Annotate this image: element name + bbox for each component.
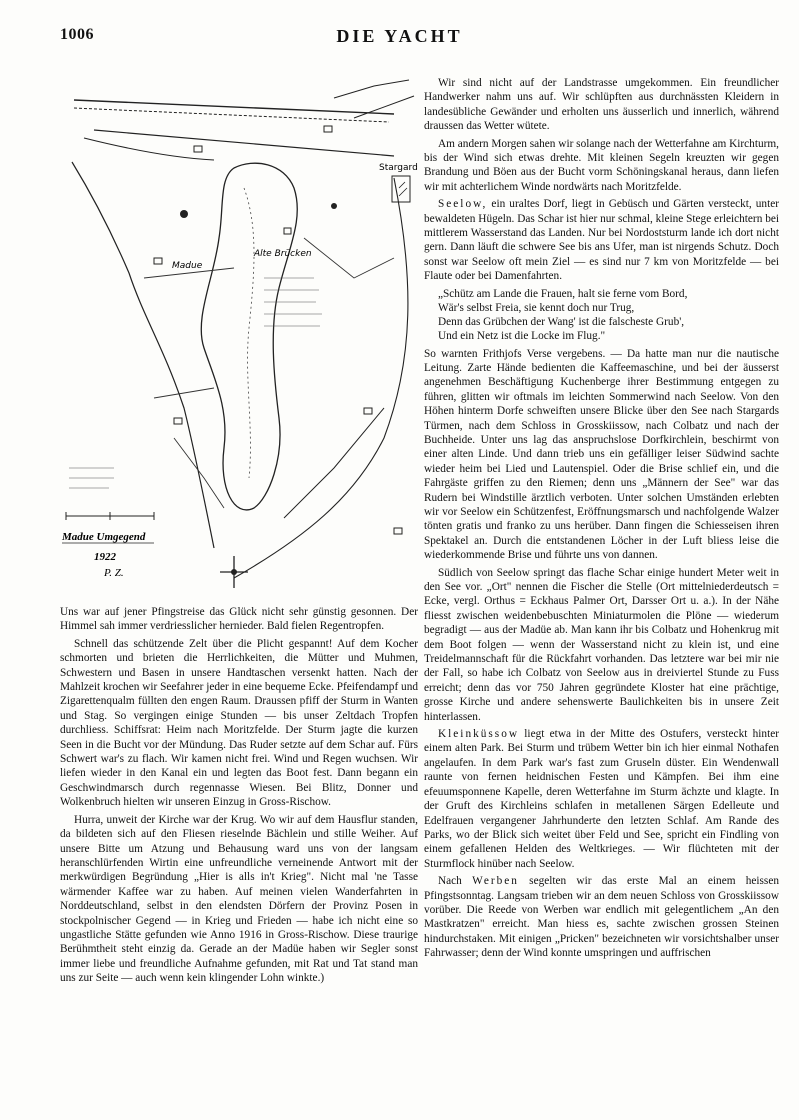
- journal-title: DIE YACHT: [336, 26, 463, 46]
- verse-line: Und ein Netz ist die Locke im Flug.": [438, 330, 606, 343]
- place-name: Werben: [472, 875, 519, 888]
- place-name: Seelow,: [438, 198, 488, 211]
- map-initials: P. Z.: [104, 567, 124, 579]
- map-label-alte-brucken: Alte Brücken: [254, 249, 312, 259]
- paragraph: Südlich von Seelow springt das flache Schar einige hundert Meter weit in den See vor. „Ort" nennen die Fischer die Stelle (Ort mittelniederdeutsch = Ecke, vergl. Orthus = Eckhaus Palmer Ort, Darsser Ort u. a.). In der Nähe fliesst zwischen weidenbebuschten Miniaturmolen die Plöne — wiederum begradigt — aus der Madüe ab. Man kann ihr bis Colbatz und Hohenkrug mit dem Boot folgen — wenn der Wasserstand nicht zu klein ist, und eine Treidelmannschaft für die Rückfahrt vorhanden. Das letztere war bei mir nie der Fall, so habe ich Colbatz von Seelow aus in dreiviertel Stunde zu Fuss erreicht; denn das vor 750 Jahren gegründete Kloster hat eine prächtige, grosse Kirche und andere sehenswerte Baulichkeiten bis in unsere Zeit hinterlassen.: [424, 566, 779, 723]
- paragraph-text: Nach: [438, 875, 473, 888]
- map-label-madue: Madue: [172, 261, 203, 271]
- paragraph: [424, 727, 779, 871]
- paragraph: [424, 197, 779, 283]
- paragraph: Uns war auf jener Pfingstreise das Glück nicht sehr günstig gesonnen. Der Himmel sah immer verdriesslicher hernieder. Bald fielen Regentropfen.: [60, 606, 418, 633]
- verse-line: Wär's selbst Freia, sie kennt doch nur Trug,: [438, 301, 635, 314]
- place-name: Kleinküssow: [438, 728, 519, 741]
- paragraph: Hurra, unweit der Kirche war der Krug. Wo wir auf dem Hausflur standen, da bildeten sich auf den Fliesen rieselnde Bächlein und stille Weiher. Auf unsere Bitte um Atzung und Behausung ward uns von der langsam heranschlürfenden Wirtin eine unfreundliche verneinende Antwort mit der merkwürdigen Begründung „Hier is alls in't Krieg". Nicht mal 'ne Tasse wärmender Kaffee war zu haben. Auf meinen vielen Wanderfahrten in Norddeutschland, selbst in den elendsten Dörfern der Provinz Posen in stockpolnischer Gegend — in Krieg und Frieden — habe ich nicht eine so ungastliche Stätte gefunden wie Anno 1916 in Gross-Rischow. Diese traurige Berühmtheit steht einzig da. Gerade an der Madüe haben wir Segler sonst immer liebe und freundliche Aufnahme gefunden, mit Rat und Tat stand man uns zur Seite — auch wenn kein klingender Lohn winkte.): [60, 813, 418, 985]
- paragraph: [424, 874, 779, 960]
- map-label-stargard: Stargard: [379, 163, 418, 173]
- verse: [438, 287, 779, 344]
- paragraph: Wir sind nicht auf der Landstrasse umgekommen. Ein freundlicher Handwerker nahm uns auf. Wir schlüpften aus durchnässten Kleidern in landesübliche Gewänder und erholten uns äusserlich und innerlich, während draussen das Wetter wütete.: [424, 77, 779, 133]
- paragraph: Schnell das schützende Zelt über die Plicht gespannt! Auf dem Kocher schmorten und brieten die Herrlichkeiten, die Mütter und Muhmen, Schwestern und Basen in unsere Handtaschen versenkt hatten. Nach der Mahlzeit krochen wir Seefahrer jeder in eine bequeme Ecke. Pfeifendampf und Zigarettenqualm füllten den engen Raum. Draussen pfiff der Sturm in Wanten und Stag. So vergingen einige Stunden — bis unser Zeltdach Tropfen durchliess. Schiffsrat: Heim nach Moritzfelde. Der Sturm jagte die kurzen Seen in die Bucht vor der Mündung. Das Ruder setzte auf dem Schar auf. Fürs Schwert war's zu flach. Wir kamen nicht frei. Wind und Regen wuchsen. Wir liefen wieder in den Kanal ein und legten das Boot fest. Dann begann ein Geschwindmarsch durch regennasse Wiesen. Bei Blitz, Donner und Wolkenbruch hielten wir unseren Einzug in Gross-Rischow.: [60, 637, 418, 809]
- map-title: Madue Umgegend: [62, 531, 146, 543]
- paragraph-text: liegt etwa in der Mitte des Ostufers, versteckt hinter einem alten Park. Bei Sturm und trübem Wetter bin ich hier einmal Nothafen angelaufen. In dem Park war's fast zum Gruseln düster. Ein Wendenwall raunte von fernen heidnischen Festen und Kämpfen. Bei ihm eine efeuumsponnene Kapelle, deren Wetterfahne im Sturm ächzte und klagte. In der Gruft des Kirchleins schlafen in metallenen Särgen Edelleute und Edelfrauen vergangener Jahrhunderte den letzten Schlaf. Am Rande des Parks, wo der Blick sich weitet über Feld und See, spricht ein Findling von einem gefallenen Helden des Weltkrieges. — Wir flüchteten mit der Sturmflock hinüber nach Seelow.: [424, 728, 779, 870]
- map-drawing: [54, 78, 444, 600]
- paragraph: Am andern Morgen sahen wir solange nach der Wetterfahne am Kirchturm, bis der Wind sich etwas drehte. Mit kleinen Segeln kreuzten wir gegen Brandung und Böen aus der Bucht vorm Schöningskanal heraus, dann liefen wir mit achterlichem Winde nordwärts nach Moritzfelde.: [424, 137, 779, 193]
- map-year: 1922: [94, 551, 116, 563]
- paragraph: So warnten Frithjofs Verse vergebens. — Da hatte man nur die nautische Leitung. Zarte Hände bedienten die Kaffeemaschine, und bei der äusserst angenehmen Beschäftigung Kuchenberge ihrer Bestimmung entgegen zu führen, glitten wir oftmals im leichten Sommerwind nach Seelow. Von den Höhen hinterm Dorfe schweiften unsere Blicke über den See nach Stargards Türmen, nach dem Schloss in Grosskiissow, nach Colbatz und nach der Buchheide. Unter uns lag das anspruchslose Dorfkirchlein, beschirmt von einer alten Linde. Und dann trieb uns ein gefälliger leiser Südwind sachte wieder heim bei Lied und Lautenspiel. Oder die Brise schlief ein, und die Fahrgäste griffen zu den Riemen; denn uns „Männern der See" war das Rudern bei Windstille ärztlich verboten. Unter solchen Umständen erlebten wir vor Seelow ein Schützenfest, Eröffnungsmarsch und nachfolgende Walzer tönten gratis und franko zu uns herüber. Dann fingen die Schiesseisen ihren Spektakel an. Durch die entstandenen Löcher in der Luft bliess leise die wiederkommende Brise und führte uns von dannen.: [424, 347, 779, 562]
- page-number: 1006: [60, 26, 94, 43]
- verse-line: Denn das Grübchen der Wang' ist die falscheste Grub',: [438, 316, 685, 329]
- right-column: [424, 76, 779, 964]
- left-column: [60, 605, 418, 989]
- verse-line: „Schütz am Lande die Frauen, halt sie ferne vom Bord,: [438, 287, 688, 300]
- paragraph-text: segelten wir das erste Mal an einem heissen Pfingstsonntag. Langsam trieben wir an dem neuen Schloss von Grosskiissow vorüber. Die Reede von Werben war endlich mit gelegentlichem „An den Mastkratzen" erreicht. Man hiess es, sachte zwischen grossen Steinen hindurchstaken. Mit einigen „Pricken" bezeichneten wir vorsichtshalber unser Fahrwasser; denn der Wind konnte umspringen und auffrischen: [424, 875, 779, 960]
- paragraph-text: ein uraltes Dorf, liegt in Gebüsch und Gärten versteckt, unter bewaldeten Hügeln. Das Schar ist hier nur schmal, kleine Stege erleichtern bei mittlerem Wasserstand das Landen. Nur bei Nordoststurm lande ich dort nicht gern. Dann läuft die schwere See bis ans Ufer, man ist nirgends Schutz. Doch sonst war Seelow oft mein Ziel — es sind nur 7 km von Moritzfelde — bei Flaute oder bei Damenfahrten.: [424, 198, 779, 283]
- map-figure: [54, 78, 444, 600]
